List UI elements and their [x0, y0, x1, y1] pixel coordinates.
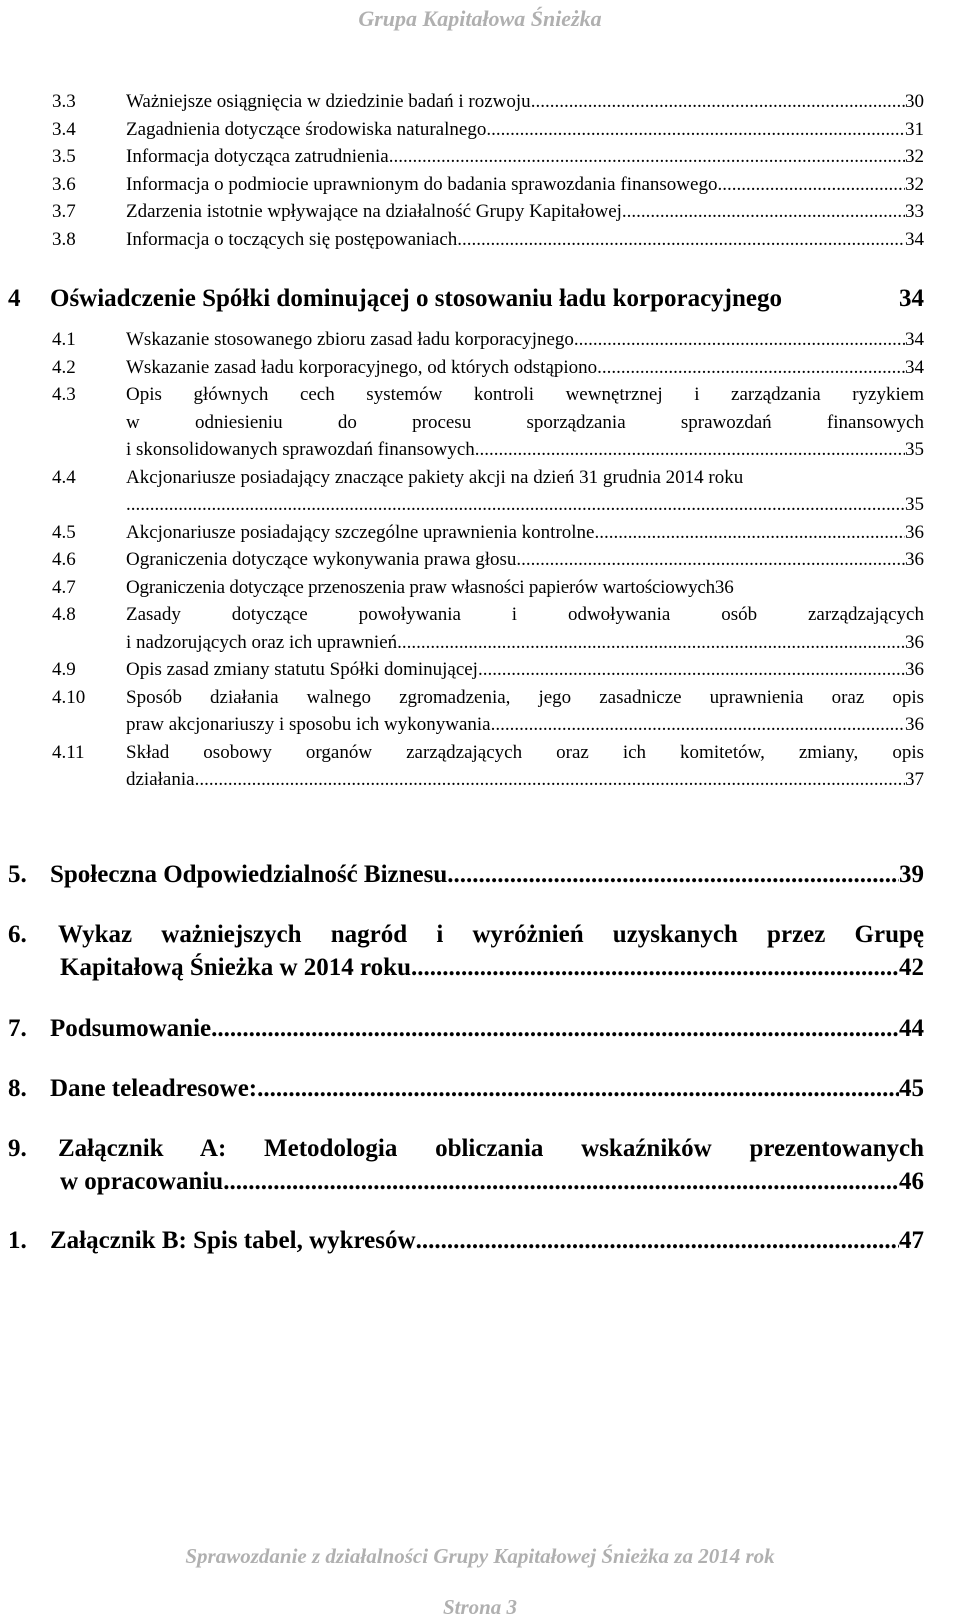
toc-title: Ważniejsze osiągnięcia w dziedzinie badań i rozwoju [126, 91, 531, 112]
toc-entry-4-5[interactable] [52, 519, 924, 547]
toc-page: 34 [905, 228, 924, 250]
toc-entry-4-3[interactable] [52, 381, 924, 464]
toc-section-title: Załącznik A: Metodologia obliczania wskaźników prezentowanych [58, 1135, 924, 1162]
toc-page: 36 [905, 659, 924, 680]
toc-entry-4-2[interactable] [52, 354, 924, 382]
toc-entry-4-9[interactable] [52, 656, 924, 684]
toc-title: Zagadnienia dotyczące środowiska naturalnego [126, 118, 487, 140]
toc-number: 3.5 [52, 146, 76, 167]
toc-title: Informacja o toczących się postępowaniach [126, 228, 458, 250]
toc-section-number: 6. [8, 921, 27, 948]
toc-section-title: Oświadczenie Spółki dominującej o stosowaniu ładu korporacyjnego [50, 285, 783, 312]
toc-section-title: Podsumowanie [50, 1015, 212, 1042]
toc-section-9[interactable] [8, 1132, 924, 1198]
toc-page: 46 [899, 1168, 924, 1195]
toc-page: 35 [905, 439, 924, 460]
toc-section-6[interactable] [8, 918, 924, 984]
toc-page: 45 [899, 1075, 924, 1102]
toc-entry-3-8[interactable] [52, 226, 924, 254]
toc-page: 36 [905, 714, 924, 735]
toc-number: 4.9 [52, 659, 76, 680]
toc-page: 37 [905, 769, 924, 790]
toc-page: 47 [899, 1227, 924, 1254]
toc-section-title: Społeczna Odpowiedzialność Biznesu [50, 861, 448, 888]
toc-title: Informacja dotycząca zatrudnienia [126, 146, 389, 167]
toc-page: 39 [899, 861, 924, 888]
toc-number: 4.10 [52, 686, 86, 708]
toc-title: Akcjonariusze posiadający znaczące pakiety akcji na dzień 31 grudnia 2014 roku [126, 466, 744, 488]
toc-entry-4-6[interactable] [52, 546, 924, 574]
toc-section-title: Załącznik B: Spis tabel, wykresów [50, 1227, 416, 1254]
toc-section-number: 7. [8, 1015, 27, 1042]
toc-section-7[interactable] [8, 1012, 924, 1045]
toc-title: Wskazanie stosowanego zbioru zasad ładu korporacyjnego [126, 329, 574, 350]
toc-section-title-cont: Kapitałową Śnieżka w 2014 roku [60, 954, 411, 981]
toc-entry-4-7[interactable] [52, 574, 924, 602]
toc-page: 31 [905, 118, 924, 140]
toc-section-title-cont: w opracowaniu. [60, 1168, 230, 1195]
toc-entry-4-10[interactable] [52, 684, 924, 739]
toc-page: 34 [905, 329, 924, 350]
toc-entry-3-3[interactable] [52, 88, 924, 116]
toc-number: 4.8 [52, 604, 76, 625]
toc-section-title: Dane teleadresowe: [50, 1075, 258, 1102]
toc-title: Ograniczenia dotyczące przenoszenia praw własności papierów wartościowych36 [126, 576, 734, 598]
toc-page: 42 [899, 954, 924, 981]
toc-title: Zasady dotyczące powoływania i odwoływania osób zarządzających [126, 604, 924, 625]
page-header: Grupa Kapitałowa Śnieżka [358, 6, 602, 31]
toc-number: 4.5 [52, 521, 76, 543]
toc-entry-3-5[interactable] [52, 143, 924, 171]
toc-page: 32 [905, 173, 924, 195]
toc-number: 4.2 [52, 356, 76, 378]
toc-page: 36 [905, 521, 924, 543]
toc-title-cont: praw akcjonariuszy i sposobu ich wykonywania [126, 714, 491, 735]
toc-section-3-list [52, 88, 924, 253]
toc-entry-3-6[interactable] [52, 171, 924, 199]
footer-report-title: Sprawozdanie z działalności Grupy Kapitałowej Śnieżka za 2014 rok [185, 1544, 775, 1568]
toc-entry-3-7[interactable] [52, 198, 924, 226]
toc-title-cont: i skonsolidowanych sprawozdań finansowych [126, 439, 475, 460]
toc-page: 34 [905, 356, 924, 378]
toc-section-number: 1. [8, 1227, 27, 1254]
toc-entry-3-4[interactable] [52, 116, 924, 144]
toc-section-8[interactable] [8, 1072, 924, 1105]
toc-section-4-list [52, 326, 924, 794]
toc-page: 35 [905, 494, 924, 515]
toc-title: Wskazanie zasad ładu korporacyjnego, od których odstąpiono [126, 356, 598, 378]
toc-section-number: 9. [8, 1135, 27, 1162]
toc-section-number: 8. [8, 1075, 27, 1102]
toc-number: 4.7 [52, 576, 76, 598]
toc-page: 30 [905, 91, 924, 112]
toc-title: Zdarzenia istotnie wpływające na działalność Grupy Kapitałowej [126, 201, 622, 222]
toc-title: Sposób działania walnego zgromadzenia, jego zasadnicze uprawnienia oraz opis [126, 686, 924, 708]
toc-title: Akcjonariusze posiadający szczególne uprawnienia kontrolne [126, 521, 595, 543]
toc-section-number: 5. [8, 861, 27, 888]
toc-number: 4.3 [52, 384, 76, 405]
toc-section-5[interactable] [8, 858, 924, 891]
toc-title: Opis zasad zmiany statutu Spółki dominującej [126, 659, 478, 680]
toc-title-cont: działania [126, 769, 195, 790]
toc-section-title: Wykaz ważniejszych nagród i wyróżnień uzyskanych przez Grupę [58, 921, 924, 948]
toc-number: 4.6 [52, 549, 76, 570]
toc-number: 3.8 [52, 228, 76, 250]
toc-number: 3.3 [52, 91, 76, 112]
toc-page: 36 [905, 549, 924, 570]
toc-section-number: 4 [8, 285, 21, 312]
toc-page: 36 [905, 631, 924, 653]
footer-page-number: Strona 3 [442, 1595, 518, 1619]
toc-page: 32 [905, 146, 924, 167]
toc-page: 33 [905, 201, 924, 222]
toc-number: 3.4 [52, 118, 76, 140]
toc-title: Informacja o podmiocie uprawnionym do badania sprawozdania finansowego [126, 173, 718, 195]
toc-page: 44 [899, 1015, 924, 1042]
toc-number: 4.1 [52, 329, 76, 350]
toc-number: 4.11 [52, 741, 85, 763]
toc-section-4[interactable] [8, 282, 924, 315]
toc-entry-4-1[interactable] [52, 326, 924, 354]
toc-title: Ograniczenia dotyczące wykonywania prawa głosu [126, 549, 517, 570]
toc-number: 3.6 [52, 173, 76, 195]
toc-number: 4.4 [52, 466, 76, 488]
toc-page: 34 [899, 285, 924, 312]
toc-title: Skład osobowy organów zarządzających oraz ich komitetów, zmiany, opis [126, 741, 924, 763]
toc-section-appendix-b[interactable] [8, 1224, 924, 1257]
toc-title-cont: i nadzorujących oraz ich uprawnień [126, 631, 398, 653]
toc-entry-4-4[interactable] [52, 464, 924, 519]
toc-title-cont: w odniesieniu do procesu sporządzania sprawozdań finansowych [126, 411, 924, 433]
toc-title: Opis głównych cech systemów kontroli wewnętrznej i zarządzania ryzykiem [126, 384, 924, 405]
toc-entry-4-8[interactable] [52, 601, 924, 656]
toc-number: 3.7 [52, 201, 76, 222]
toc-entry-4-11[interactable] [52, 739, 924, 794]
